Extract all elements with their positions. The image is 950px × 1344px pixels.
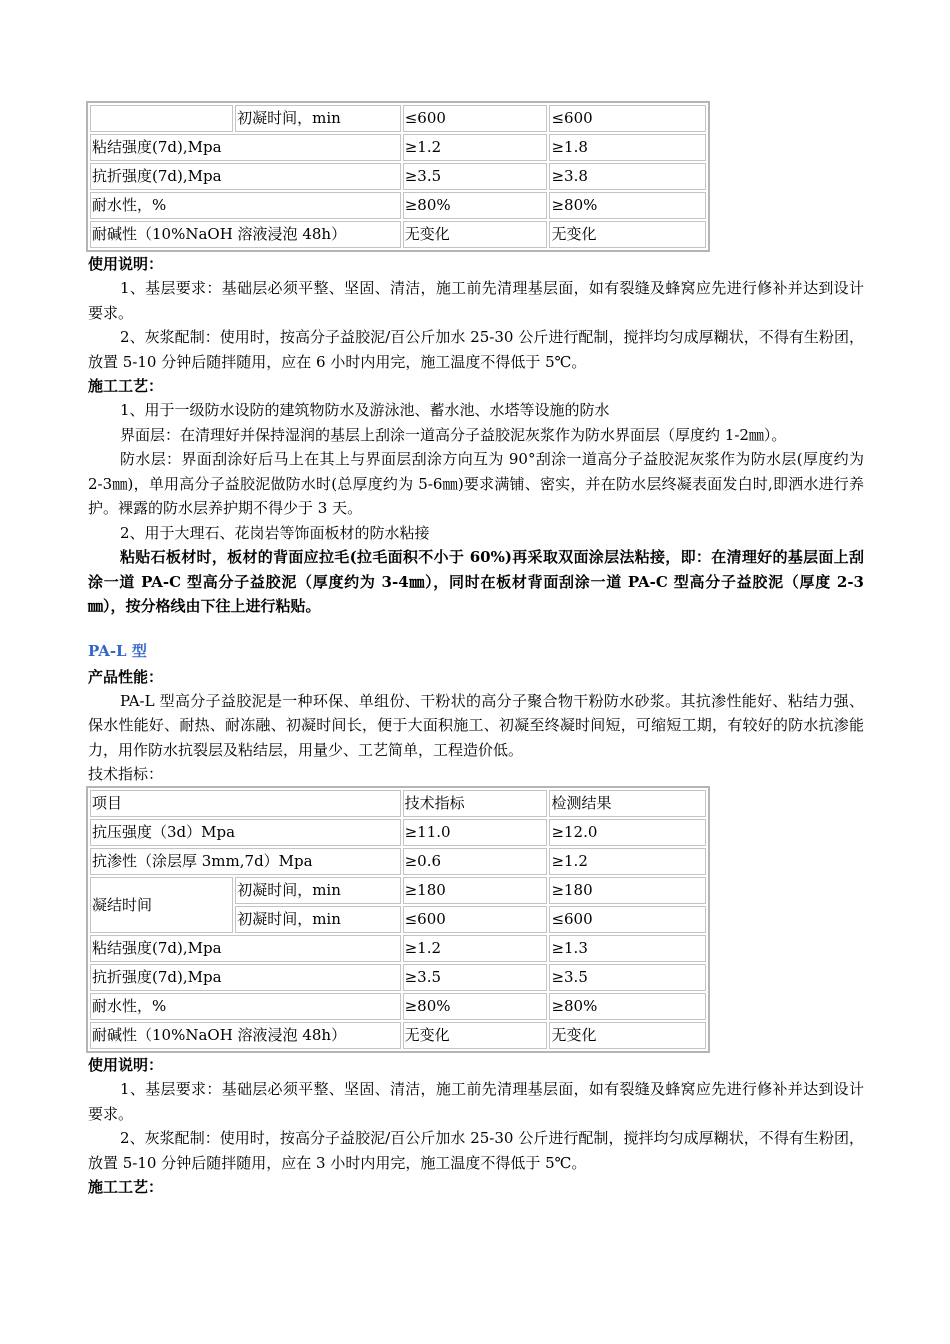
table-cell: 耐碱性（10%NaOH 溶液浸泡 48h）	[90, 221, 401, 248]
table-row	[90, 192, 706, 219]
table-cell: ≥80%	[403, 993, 548, 1020]
table-header-cell: 检测结果	[549, 790, 706, 817]
process-paragraph: 防水层：界面刮涂好后马上在其上与界面层刮涂方向互为 90°刮涂一道高分子益胶泥灰浆作为防水层(厚度约为 2-3㎜)，单用高分子益胶泥做防水时(总厚度约为 5-6㎜)要求满铺、密实，并在防水层终凝表面发白时,即洒水进行养护。裸露的防水层养护期不得少于 3 天。	[88, 450, 864, 517]
table-row	[90, 848, 706, 875]
table-row	[90, 935, 706, 962]
table-cell: 抗折强度(7d),Mpa	[90, 163, 401, 190]
table-cell: ≥3.8	[549, 163, 706, 190]
table-cell: ≥1.3	[549, 935, 706, 962]
process-paragraph: 2、用于大理石、花岗岩等饰面板材的防水粘接	[120, 523, 430, 542]
table-cell: 粘结强度(7d),Mpa	[90, 134, 401, 161]
table-cell: ≤600	[549, 105, 706, 132]
usage-paragraph: 2、灰浆配制：使用时，按高分子益胶泥/百公斤加水 25-30 公斤进行配制，搅拌均匀成厚糊状，不得有生粉团，放置 5-10 分钟后随拌随用，应在 3 小时内用完，施工温度不得低于 5℃。	[88, 1129, 864, 1172]
table-header-row	[90, 790, 706, 817]
spec-table-continued	[86, 101, 710, 252]
table-cell: ≥1.8	[549, 134, 706, 161]
table-cell: 无变化	[549, 221, 706, 248]
table-cell: 初凝时间，min	[235, 877, 400, 904]
table-cell: 粘结强度(7d),Mpa	[90, 935, 401, 962]
table-cell: 耐水性，%	[90, 192, 401, 219]
table-cell: 无变化	[403, 1022, 548, 1049]
table-cell: ≥80%	[549, 192, 706, 219]
table-row	[90, 819, 706, 846]
table-cell: ≤600	[403, 906, 548, 933]
table-cell: 初凝时间，min	[235, 105, 401, 132]
table-cell: 初凝时间，min	[235, 906, 400, 933]
table-cell: ≥1.2	[403, 134, 548, 161]
usage-heading: 使用说明：	[88, 1056, 164, 1074]
spec-table	[86, 786, 710, 1053]
performance-heading: 产品性能：	[88, 667, 164, 686]
table-cell: 抗渗性（涂层厚 3mm,7d）Mpa	[90, 848, 401, 875]
usage-heading: 使用说明：	[88, 255, 164, 273]
table-cell: 无变化	[403, 221, 548, 248]
table-row	[90, 221, 706, 248]
table-cell: 耐水性，%	[90, 993, 401, 1020]
table-cell: ≤600	[549, 906, 706, 933]
table-cell: ≥12.0	[549, 819, 706, 846]
table-row	[90, 877, 706, 904]
table-row	[90, 964, 706, 991]
usage-paragraph: 1、基层要求：基础层必须平整、坚固、清洁，施工前先清理基层面，如有裂缝及蜂窝应先进行修补并达到设计要求。	[88, 1080, 864, 1123]
table-header-cell: 技术指标	[403, 790, 548, 817]
table-cell: ≥3.5	[549, 964, 706, 991]
table-cell: ≥3.5	[403, 163, 548, 190]
process-heading: 施工工艺：	[88, 1178, 164, 1196]
table-cell: ≥80%	[403, 192, 548, 219]
process-paragraph: 1、用于一级防水设防的建筑物防水及游泳池、蓄水池、水塔等设施的防水	[120, 401, 610, 419]
table-row	[90, 1022, 706, 1049]
process-paragraph-bold: 粘贴石板材时，板材的背面应拉毛(拉毛面积不小于 60%)再采取双面涂层法粘接，即：在清理好的基层面上刮涂一道 PA-C 型高分子益胶泥（厚度约为 3-4㎜），同时在板材背面刮涂一道 PA-C 型高分子益胶泥（厚度 2-3㎜），按分格线由下往上进行粘贴。	[88, 548, 864, 615]
table-cell: ≥1.2	[403, 935, 548, 962]
tech-spec-label: 技术指标：	[88, 765, 164, 783]
table-cell: ≥1.2	[549, 848, 706, 875]
table-cell: ≥3.5	[403, 964, 548, 991]
table-row	[90, 105, 706, 132]
table-header-cell: 项目	[90, 790, 401, 817]
usage-paragraph: 2、灰浆配制：使用时，按高分子益胶泥/百公斤加水 25-30 公斤进行配制，搅拌均匀成厚糊状，不得有生粉团，放置 5-10 分钟后随拌随用，应在 6 小时内用完，施工温度不得低于 5℃。	[88, 328, 864, 371]
table-cell: ≥0.6	[403, 848, 548, 875]
table-row	[90, 134, 706, 161]
table-cell: 抗压强度（3d）Mpa	[90, 819, 401, 846]
table-cell: ≥11.0	[403, 819, 548, 846]
document-content	[88, 101, 864, 1199]
section-title: PA-L 型	[88, 641, 147, 660]
table-cell: 无变化	[549, 1022, 706, 1049]
performance-paragraph: PA-L 型高分子益胶泥是一种环保、单组份、干粉状的高分子聚合物干粉防水砂浆。其抗渗性能好、粘结力强、保水性能好、耐热、耐冻融、初凝时间长，便于大面积施工、初凝至终凝时间短，可缩短工期，有较好的防水抗渗能力，用作防水抗裂层及粘结层，用量少、工艺简单，工程造价低。	[88, 691, 864, 759]
table-cell: 凝结时间	[90, 877, 233, 933]
table-cell: ≥80%	[549, 993, 706, 1020]
table-cell: ≥180	[403, 877, 548, 904]
table-cell: ≤600	[403, 105, 548, 132]
table-cell: 抗折强度(7d),Mpa	[90, 964, 401, 991]
table-row	[90, 993, 706, 1020]
process-heading: 施工工艺：	[88, 377, 164, 395]
table-row	[90, 163, 706, 190]
process-paragraph: 界面层：在清理好并保持湿润的基层上刮涂一道高分子益胶泥灰浆作为防水界面层（厚度约 1-2㎜）。	[120, 425, 787, 444]
table-cell: 耐碱性（10%NaOH 溶液浸泡 48h）	[90, 1022, 401, 1049]
usage-paragraph: 1、基层要求：基础层必须平整、坚固、清洁，施工前先清理基层面，如有裂缝及蜂窝应先进行修补并达到设计要求。	[88, 279, 864, 322]
table-cell: ≥180	[549, 877, 706, 904]
